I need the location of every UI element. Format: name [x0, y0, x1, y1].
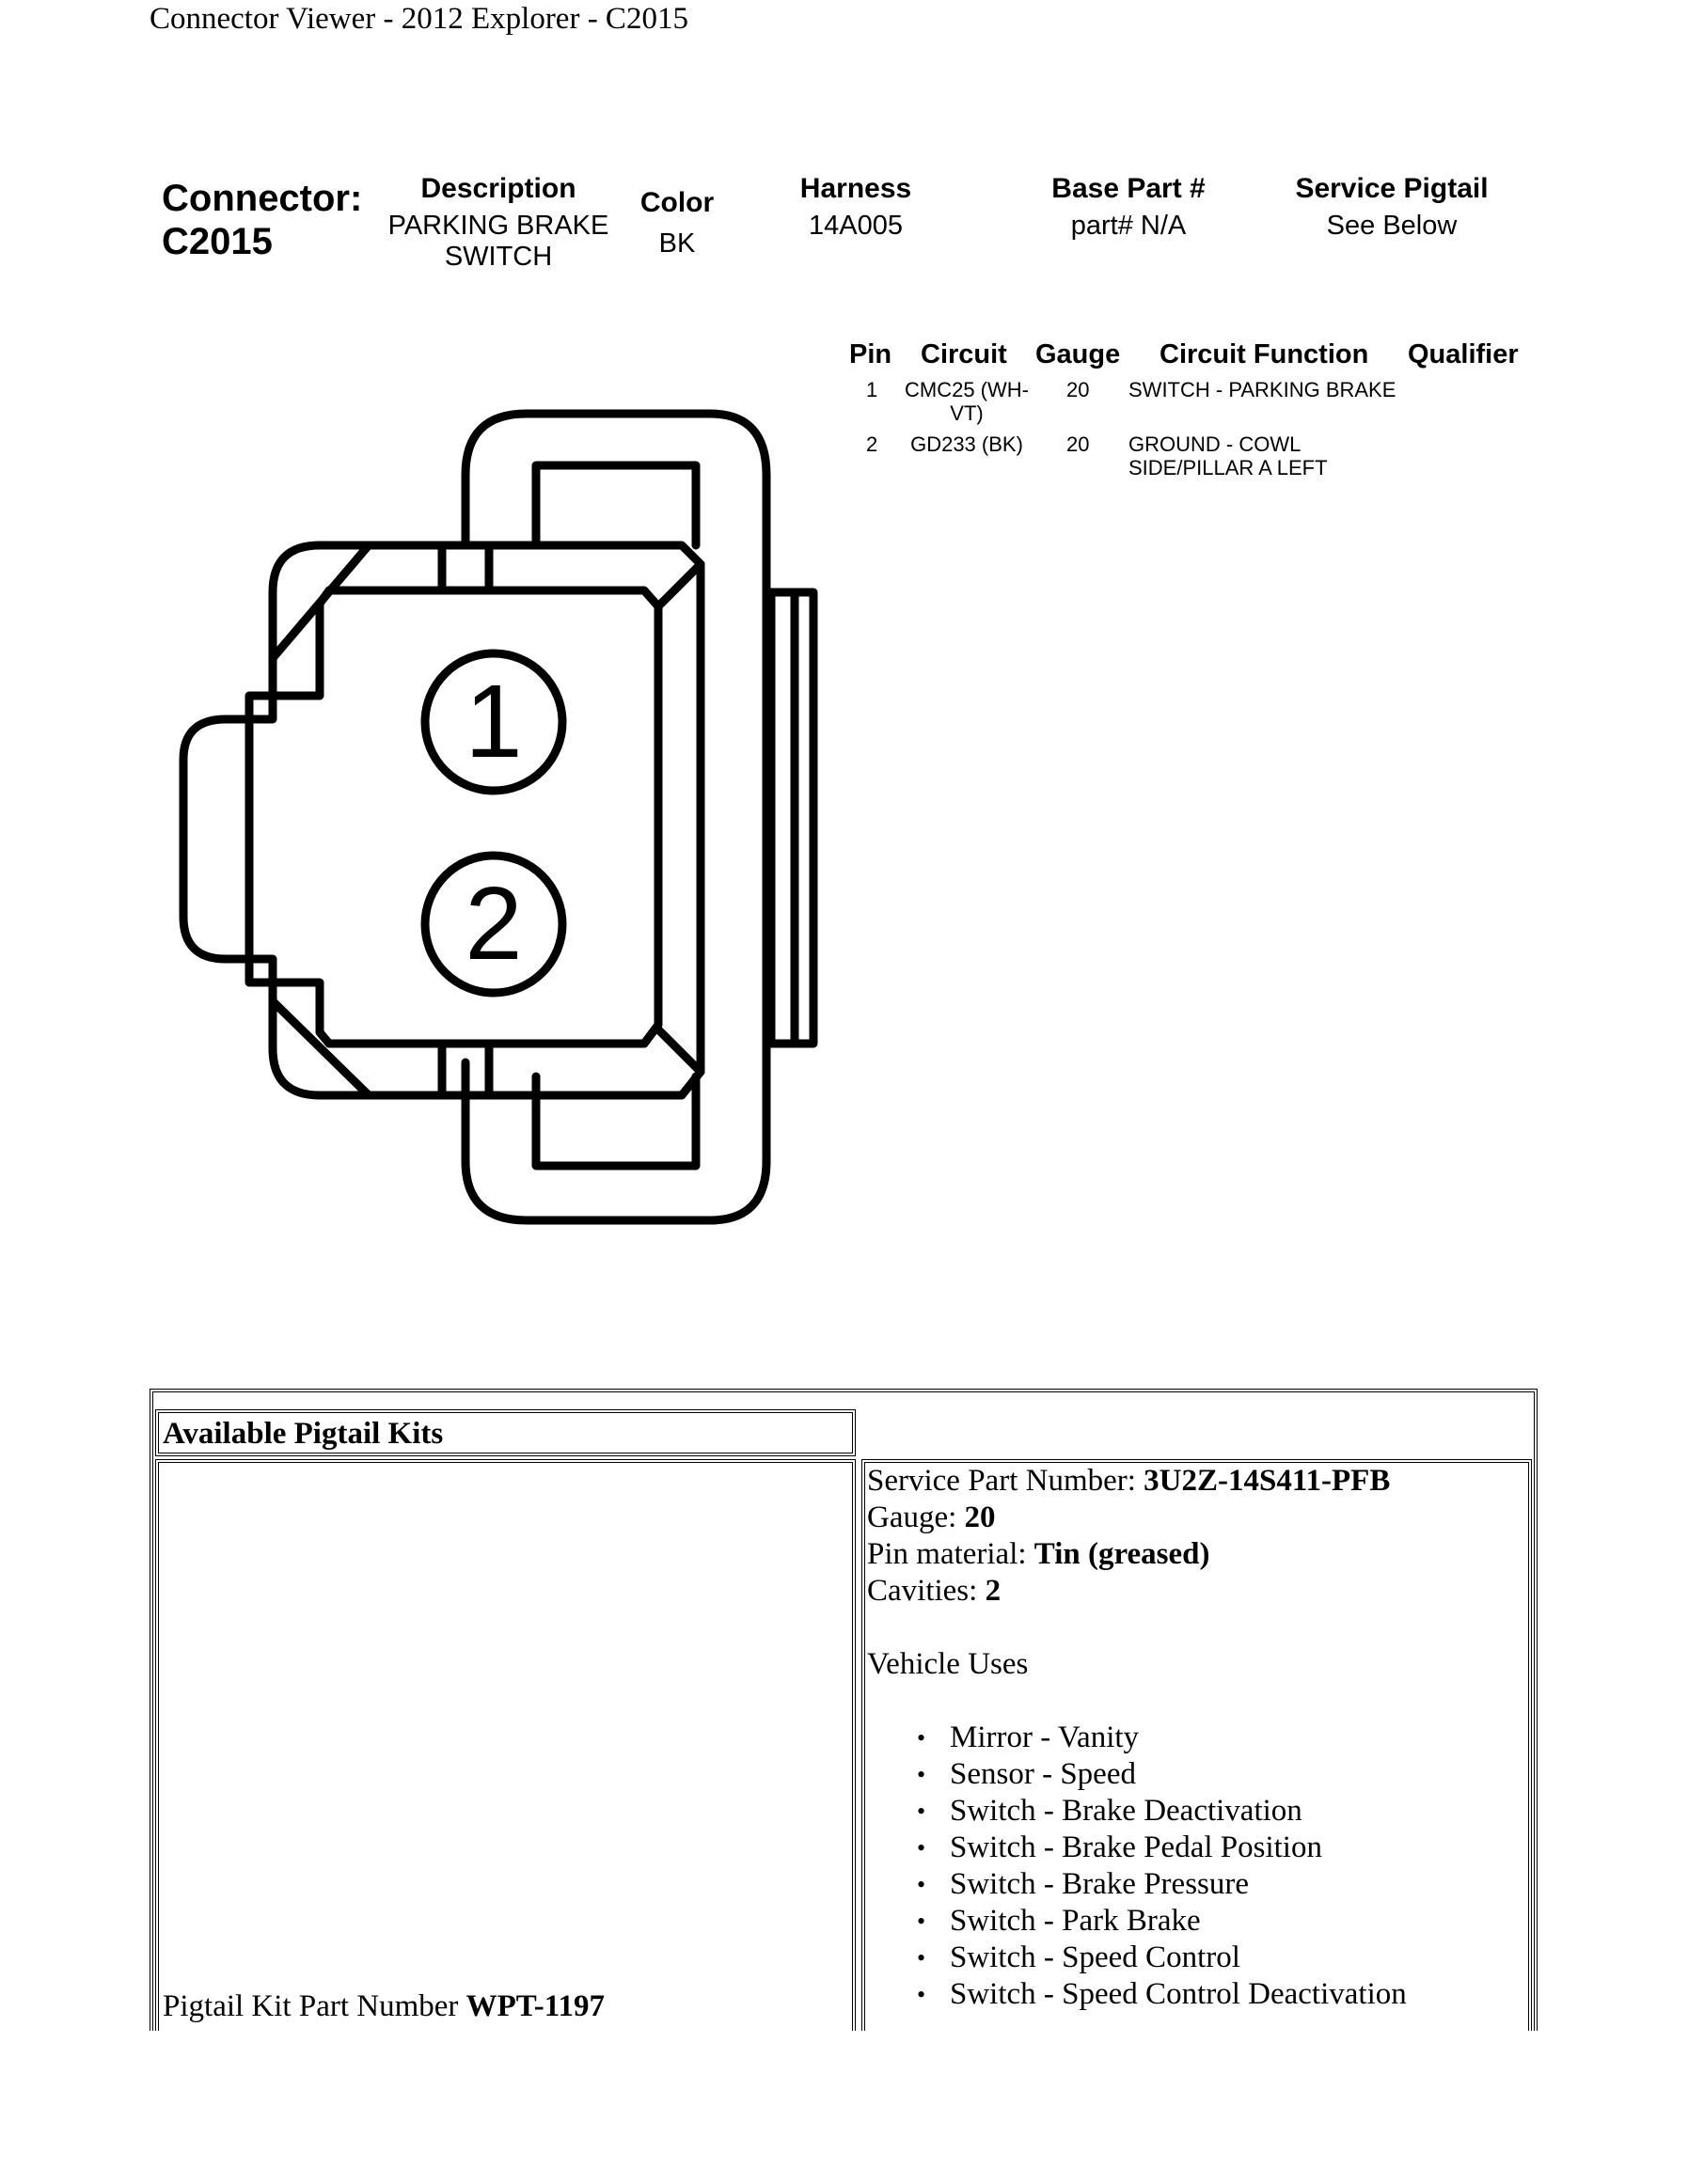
- circuit-line-2: VT): [950, 401, 984, 425]
- connector-id: C2015: [162, 221, 273, 262]
- kits-header: Available Pigtail Kits: [163, 1417, 444, 1451]
- color-header: Color: [639, 187, 715, 218]
- bottom-latch-outline: [465, 1062, 766, 1220]
- gauge-header: Gauge: [1035, 339, 1121, 369]
- top-latch-outline: [465, 414, 766, 545]
- cavities-value: 2: [985, 1574, 1002, 1608]
- gauge-value: 20: [1066, 432, 1090, 456]
- function-line-1: SWITCH - PARKING BRAKE: [1128, 378, 1396, 401]
- list-item: • Mirror - Vanity: [867, 1720, 1526, 1756]
- list-item: • Switch - Brake Pedal Position: [867, 1830, 1526, 1866]
- circuit-header: Circuit: [921, 339, 1007, 369]
- gauge-line: [867, 1500, 1526, 1536]
- function-line-2: SIDE/PILLAR A LEFT: [1128, 456, 1328, 479]
- pin-material-line: [867, 1536, 1526, 1573]
- pin-number: 2: [866, 432, 878, 456]
- kit-part-value: WPT-1197: [465, 1989, 605, 2023]
- function-line-1: GROUND - COWL: [1128, 432, 1301, 456]
- description-header: Description: [420, 173, 576, 204]
- harness-value: 14A005: [809, 211, 903, 241]
- cavities-label: Cavities:: [867, 1574, 986, 1608]
- harness-header: Harness: [799, 173, 912, 204]
- gauge-value: 20: [1066, 378, 1090, 401]
- body-outer: [183, 545, 701, 1095]
- service-pigtail-header: Service Pigtail: [1295, 173, 1489, 204]
- base-part-value: part# N/A: [1070, 211, 1187, 241]
- list-item: • Switch - Speed Control Deactivation: [867, 1976, 1526, 2013]
- pin-material-label: Pin material:: [867, 1537, 1034, 1571]
- list-item: • Switch - Brake Deactivation: [867, 1793, 1526, 1830]
- list-item: • Sensor - Speed: [867, 1756, 1526, 1793]
- kit-part-number: [163, 1988, 605, 2025]
- page-title: Connector Viewer - 2012 Explorer - C2015: [150, 2, 688, 36]
- circuit-line-1: GD233 (BK): [910, 432, 1023, 456]
- pigtail-kits-table: [150, 1389, 1538, 2031]
- gauge-label: Gauge:: [867, 1501, 965, 1534]
- color-value: BK: [658, 228, 696, 259]
- kit-details-cell: [861, 1459, 1532, 2031]
- pin-material-value: Tin (greased): [1033, 1537, 1210, 1571]
- pin-1-label: 1: [465, 664, 523, 779]
- vehicle-uses-label: Vehicle Uses: [867, 1647, 1029, 1681]
- list-item: • Switch - Park Brake: [867, 1903, 1526, 1940]
- qualifier-header: Qualifier: [1408, 339, 1519, 369]
- service-part-value: 3U2Z-14S411-PFB: [1144, 1464, 1391, 1498]
- kit-part-label: Pigtail Kit Part Number: [163, 1989, 466, 2023]
- description-line-1: PARKING BRAKE: [387, 211, 609, 241]
- function-header: Circuit Function: [1160, 339, 1369, 369]
- vehicle-uses-list: [867, 1720, 1526, 2013]
- pin-number: 1: [866, 378, 878, 401]
- connector-label-text: Connector:: [162, 178, 363, 219]
- bottom-inner-rect: [536, 1076, 696, 1166]
- top-inner-rect: [536, 465, 696, 545]
- gauge-value: 20: [964, 1501, 996, 1534]
- kit-part-cell: [155, 1459, 856, 2031]
- circuit-line-1: CMC25 (WH-: [905, 378, 1029, 401]
- list-item: • Switch - Brake Pressure: [867, 1866, 1526, 1903]
- service-pigtail-value: See Below: [1326, 211, 1458, 241]
- kits-header-cell: [155, 1409, 856, 1456]
- pin-2-label: 2: [465, 866, 523, 982]
- description-line-2: SWITCH: [444, 242, 553, 272]
- base-part-header: Base Part #: [1051, 173, 1206, 204]
- service-part-label: Service Part Number:: [867, 1464, 1144, 1498]
- service-part-line: [867, 1463, 1526, 1500]
- pin-header: Pin: [849, 339, 892, 369]
- cavities-line: [867, 1573, 1526, 1610]
- list-item: • Switch - Speed Control: [867, 1940, 1526, 1976]
